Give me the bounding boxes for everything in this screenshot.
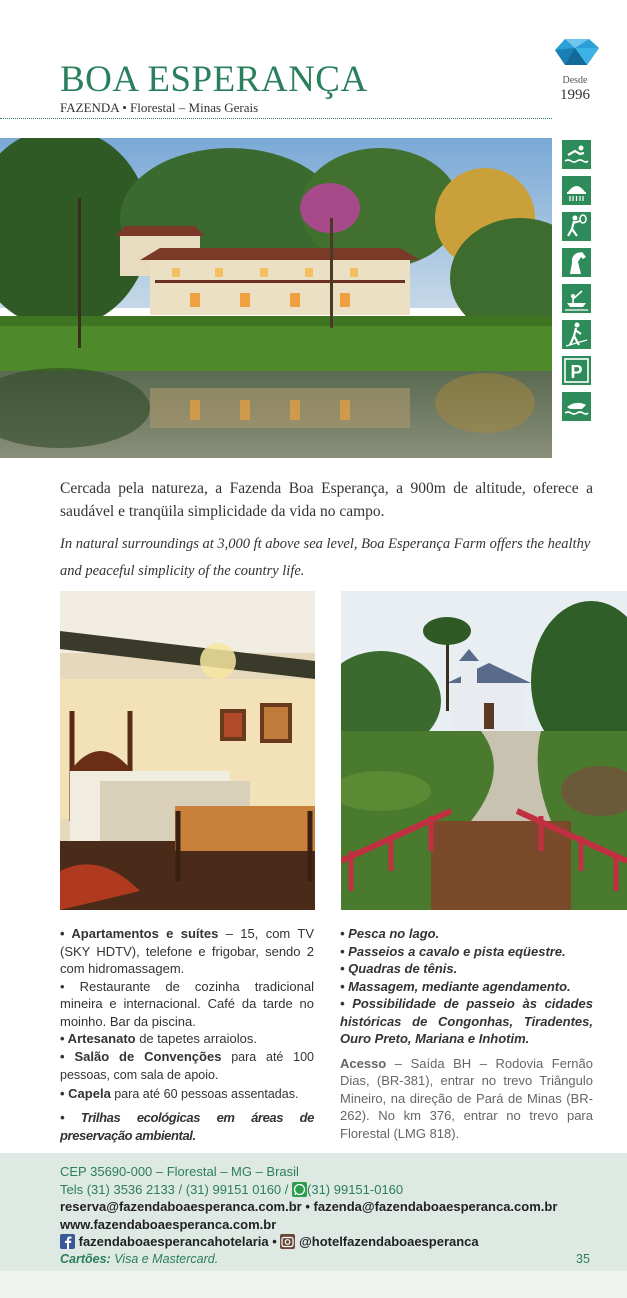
blue-gem-icon (551, 36, 601, 68)
cards-text: Visa e Mastercard. (110, 1252, 219, 1266)
header-divider (0, 118, 552, 119)
access-directions (340, 1055, 593, 1143)
bullet-restaurant: • Restaurante de cozinha tradicional mineira e internacional. Café da tarde no moinho. Bar da piscina. (60, 978, 314, 1029)
rooms-text: – 15, com TV (SKY HDTV), telefone e frigobar, sendo 2 com hidromassagem. (60, 926, 314, 976)
bullet-separator: • (272, 1234, 281, 1249)
parking-icon (562, 356, 591, 385)
chapel-text: para até 60 pessoas assentadas. (110, 1086, 299, 1101)
bullet-chapel (60, 1085, 314, 1104)
activity-item: • Quadras de tênis. (340, 961, 458, 976)
email-reservations[interactable]: reserva@fazendaboaesperanca.com.br (60, 1199, 302, 1214)
emails (60, 1198, 557, 1216)
sauna-icon (562, 176, 591, 205)
crafts-label: • Artesanato (60, 1031, 136, 1046)
bullet-crafts (60, 1030, 314, 1048)
lake-icon (562, 392, 591, 421)
left-column (60, 925, 314, 1144)
parking-letter: P (570, 362, 583, 382)
separator: • (301, 1199, 314, 1214)
bullet-rooms (60, 925, 314, 978)
facebook-handle[interactable]: fazendaboaesperancahotelaria (78, 1234, 269, 1249)
conventions-text: para até 100 pessoas, com sala de apoio. (60, 1049, 314, 1082)
hero-photo (0, 138, 552, 458)
contact-block (60, 1163, 557, 1251)
since-year: 1996 (560, 87, 590, 103)
payment-cards (60, 1252, 218, 1266)
phone-numbers: Tels (31) 3536 2133 / (31) 99151 0160 / (60, 1181, 289, 1197)
access-label: Acesso (340, 1055, 387, 1071)
phones (60, 1181, 557, 1199)
cards-label: Cartões: (60, 1252, 111, 1266)
swimming-icon (562, 140, 591, 169)
page-title: BOA ESPERANÇA (60, 59, 368, 100)
garden-chapel-photo (341, 591, 627, 910)
access-text: – Saída BH – Rodovia Fernão Dias, (BR-381), entrar no trevo Triângulo Mineiro, na direção de Pará de Minas (BR-262). No km 376, entrar no trevo para Florestal (LMG 818). (340, 1055, 593, 1141)
activity-item: • Possibilidade de passeio às cidades históricas de Congonhas, Tiradentes, Ouro Preto, Mariana e Inhotim. (340, 996, 593, 1046)
website[interactable]: www.fazendaboaesperanca.com.br (60, 1216, 277, 1232)
page-number: 35 (576, 1252, 590, 1266)
instagram-icon (280, 1234, 295, 1249)
hiking-icon (562, 320, 591, 349)
intro-portuguese: Cercada pela natureza, a Fazenda Boa Esperança, a 900m de altitude, oferece a saudável e tranqüila simplicidade da vida no campo. (60, 480, 593, 520)
rooms-label: • Apartamentos e suítes (60, 926, 219, 941)
activity-item: • Massagem, mediante agendamento. (340, 978, 571, 994)
social (60, 1233, 557, 1251)
activity-item: • Pesca no lago. (340, 926, 440, 941)
since-label: Desde (562, 75, 588, 86)
conventions-label: • Salão de Convenções (60, 1048, 222, 1064)
intro-english: In natural surroundings at 3,000 ft above sea level, Boa Esperança Farm offers the healthy and peaceful simplicity of the country life. (60, 536, 591, 579)
bedroom-photo (60, 591, 315, 910)
email-general[interactable]: fazenda@fazendaboaesperanca.com.br (313, 1199, 558, 1214)
chapel-label: • Capela (60, 1085, 111, 1101)
subtitle: FAZENDA • Florestal – Minas Gerais (60, 100, 259, 115)
whatsapp-number[interactable]: (31) 99151-0160 (307, 1181, 404, 1197)
bullet-conventions (60, 1048, 314, 1085)
postal-address: CEP 35690-000 – Florestal – MG – Brasil (60, 1164, 299, 1179)
right-column (340, 925, 593, 1142)
tennis-icon (562, 212, 591, 241)
horse-riding-icon (562, 248, 591, 277)
activity-item: • Passeios a cavalo e pista eqüestre. (340, 943, 566, 959)
facebook-icon (60, 1234, 75, 1249)
whatsapp-icon (292, 1182, 307, 1197)
fishing-icon (562, 284, 591, 313)
instagram-handle[interactable]: @hotelfazendaboaesperanca (299, 1234, 479, 1249)
bottom-band (0, 1271, 627, 1298)
bullet-trails: • Trilhas ecológicas em áreas de preservação ambiental. (60, 1110, 314, 1143)
crafts-text: de tapetes arraiolos. (135, 1031, 257, 1046)
